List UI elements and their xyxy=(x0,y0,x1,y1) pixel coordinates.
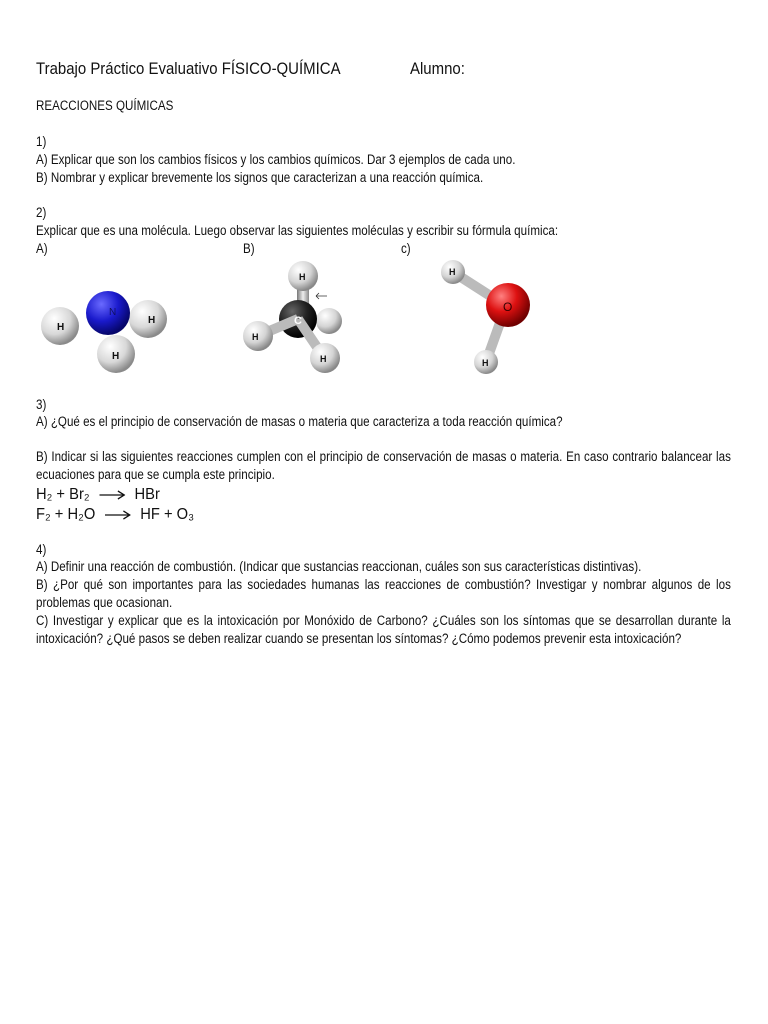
question-1-b: B) Nombrar y explicar brevemente los signos que caracterizan a una reacción química. xyxy=(36,170,484,185)
question-4-a: A) Definir una reacción de combustión. (Indicar que sustancias reaccionan, cuáles son sus características distintivas). xyxy=(36,559,642,574)
methane-molecule-image xyxy=(238,256,350,374)
question-3-b-text: B) Indicar si las siguientes reacciones cumplen con el principio de conservación de masas o materia. En caso contrario balancear las ecuaciones para que se cumpla este principio. xyxy=(36,449,731,482)
question-4-number: 4) xyxy=(36,542,47,557)
methane-h-label-3: H xyxy=(320,354,327,364)
equation-2 xyxy=(36,505,194,525)
worksheet-title: Trabajo Práctico Evaluativo FÍSICO-QUÍMICA xyxy=(36,59,341,78)
question-2-number: 2) xyxy=(36,205,47,220)
question-4-c-text: C) Investigar y explicar que es la intoxicación por Monóxido de Carbono? ¿Cuáles son los síntomas que se desarrollan durante la intoxicación? ¿Qué pasos se deben realizar cuando se presentan los síntomas? ¿Cómo podemos prevenir esta intoxicación? xyxy=(36,613,731,646)
methane-h-label-1: H xyxy=(299,272,306,282)
water-molecule-image xyxy=(440,258,536,374)
ammonia-center-symbol: N xyxy=(109,307,117,318)
question-1-a: A) Explicar que son los cambios físicos y los cambios químicos. Dar 3 ejemplos de cada uno. xyxy=(36,152,516,167)
question-3-a: A) ¿Qué es el principio de conservación de masas o materia que caracteriza a toda reacción química? xyxy=(36,414,563,429)
molecule-c-label: c) xyxy=(401,241,411,256)
water-h-label-2: H xyxy=(482,358,489,368)
ammonia-h-label-1: H xyxy=(57,322,65,333)
equation-2-products: HF + O₃ xyxy=(140,506,195,523)
ammonia-molecule-image xyxy=(36,282,171,376)
question-3-number: 3) xyxy=(36,397,47,412)
equation-1-products: HBr xyxy=(134,486,160,503)
question-2-text: Explicar que es una molécula. Luego observar las siguientes moléculas y escribir su fórmula química: xyxy=(36,223,559,238)
reaction-arrow-icon xyxy=(105,510,131,520)
molecule-b-label: B) xyxy=(243,241,255,256)
question-4-b-text: B) ¿Por qué son importantes para las sociedades humanas las reacciones de combustión? Investigar y nombrar algunos de los problemas que ocasionan. xyxy=(36,577,731,610)
question-1-number: 1) xyxy=(36,134,47,149)
methane-center-symbol: C xyxy=(294,315,302,327)
equation-2-reactants: F₂ + H₂O xyxy=(36,506,96,523)
equation-1 xyxy=(36,485,160,505)
student-name-label: Alumno: xyxy=(410,59,465,78)
arrow-icon xyxy=(316,293,327,299)
methane-h-label-2: H xyxy=(252,332,259,342)
reaction-arrow-icon xyxy=(99,490,125,500)
molecule-a-label: A) xyxy=(36,241,48,256)
ammonia-h-label-2: H xyxy=(148,315,156,326)
question-4-b xyxy=(36,576,731,612)
section-title: REACCIONES QUÍMICAS xyxy=(36,98,174,113)
water-center-symbol: O xyxy=(503,300,513,314)
question-3-b xyxy=(36,448,731,484)
question-4-c xyxy=(36,612,731,648)
ammonia-h-label-3: H xyxy=(112,351,120,362)
water-h-label-1: H xyxy=(449,267,456,277)
equation-1-reactants: H₂ + Br₂ xyxy=(36,486,90,503)
